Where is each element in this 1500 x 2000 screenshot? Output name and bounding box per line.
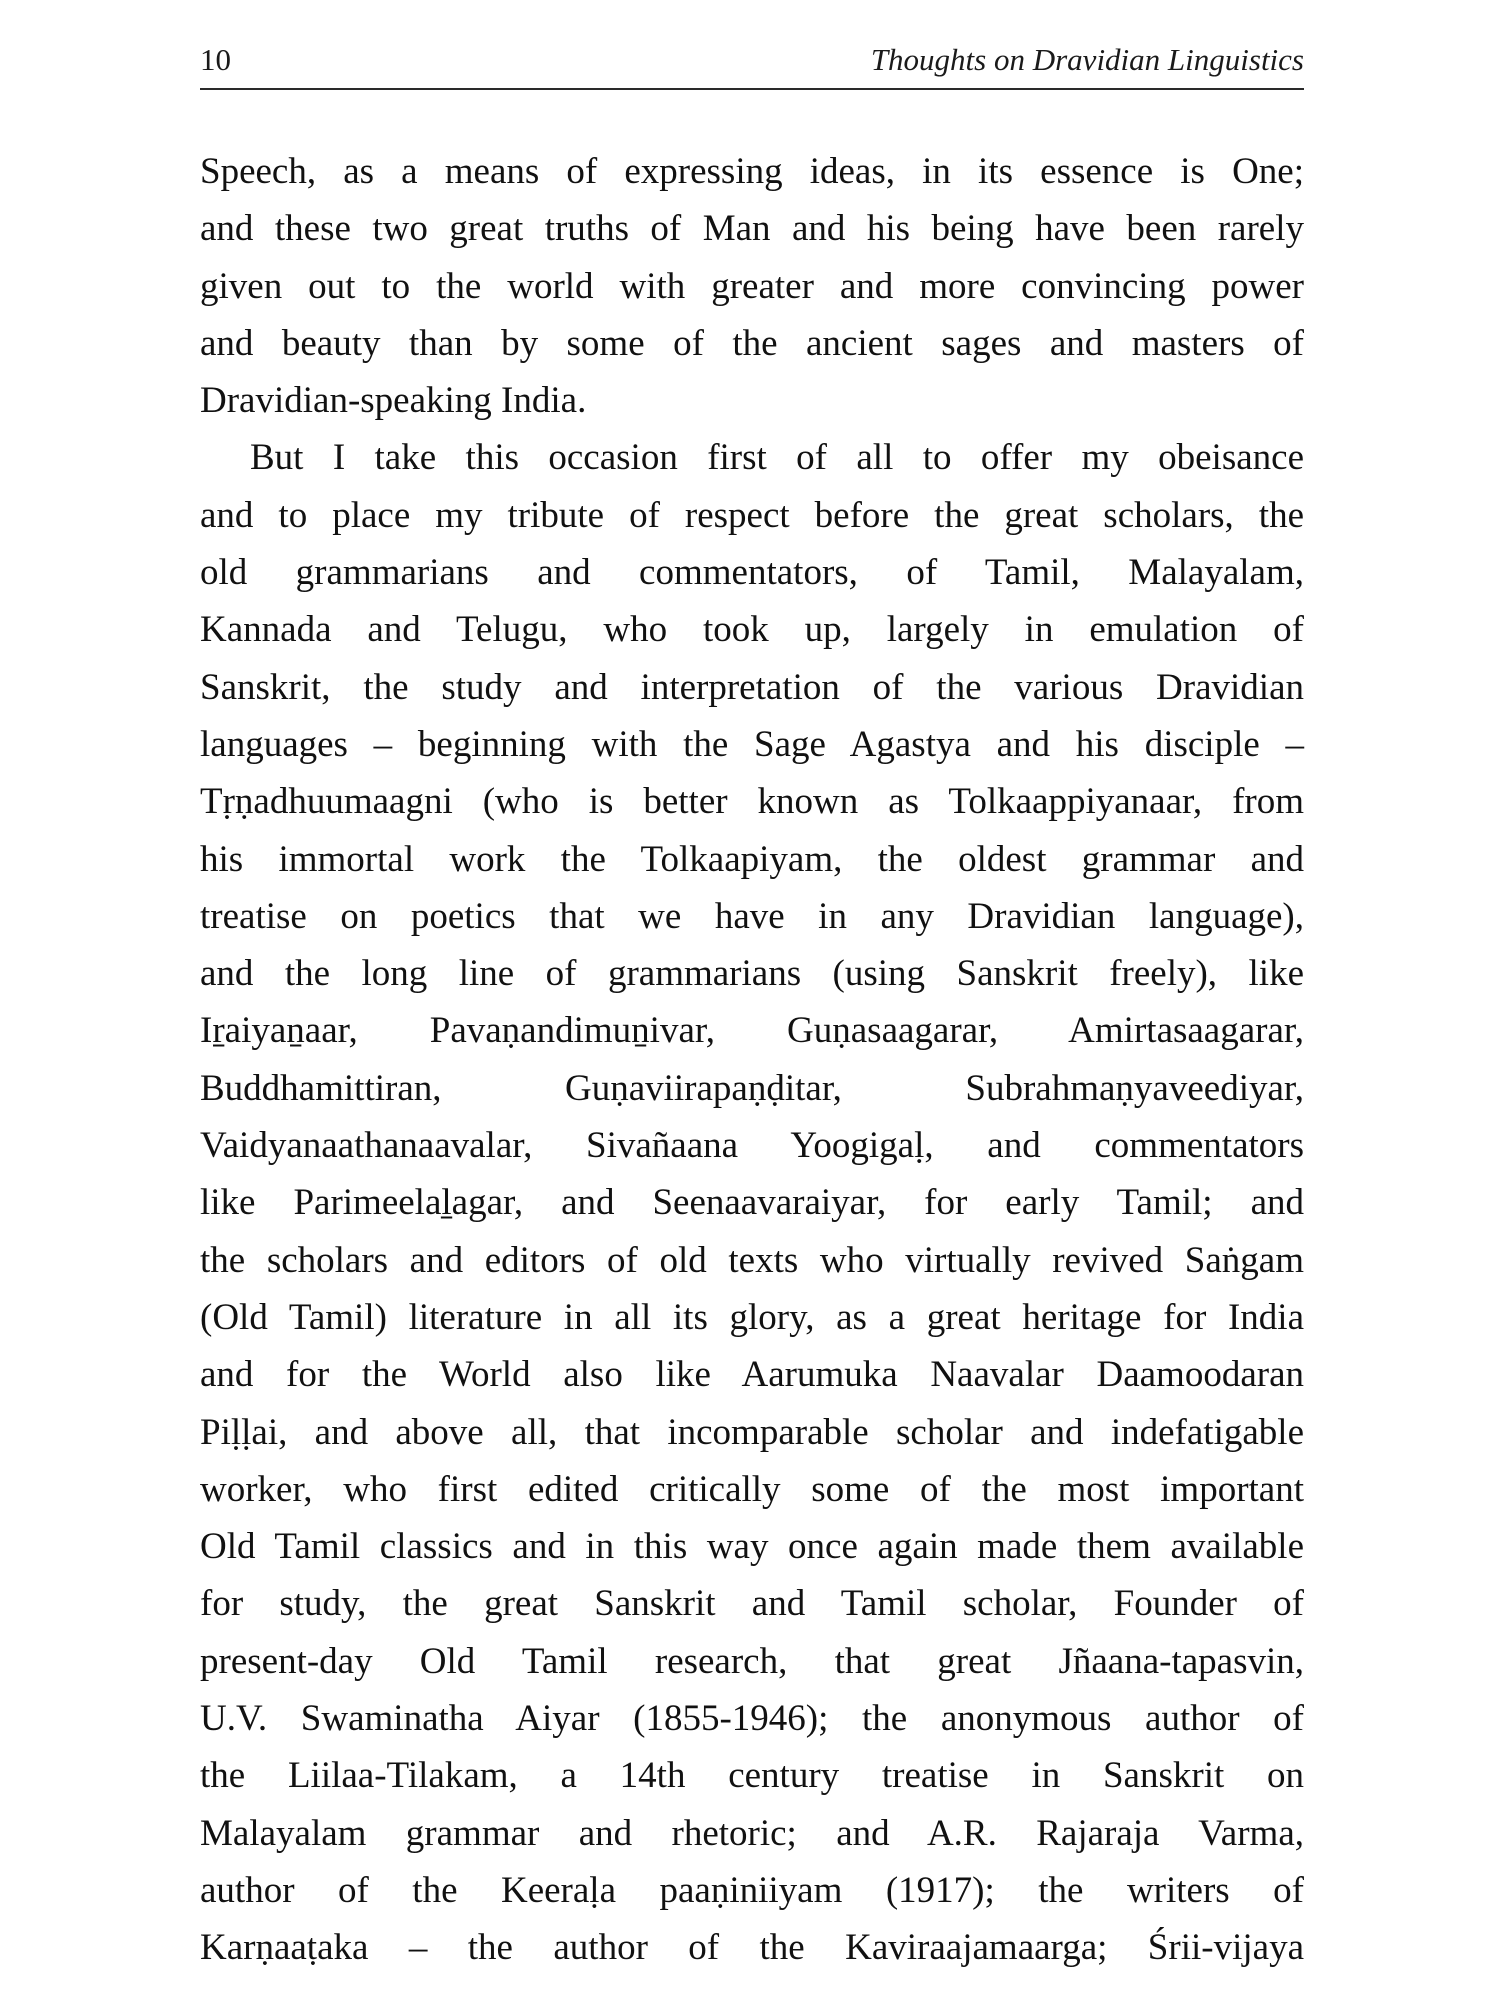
text-line: Sanskrit, the study and interpretation of the various Dravidian	[200, 666, 1304, 708]
text-line: Old Tamil classics and in this way once again made them available	[200, 1526, 1304, 1568]
text-line: Dravidian-speaking India.	[200, 380, 587, 422]
text-line: (Old Tamil) literature in all its glory, as a great heritage for India	[200, 1296, 1304, 1338]
text-line: and these two great truths of Man and his being have been rarely	[200, 208, 1304, 250]
text-line: Malayalam grammar and rhetoric; and A.R. Rajaraja Varma,	[200, 1812, 1304, 1854]
body-text	[200, 143, 1304, 1977]
text-line: author of the Keeraḷa paaṇiniiyam (1917); the writers of	[200, 1869, 1304, 1911]
text-line: Vaidyanaathanaavalar, Sivañaana Yoogigaḷ, and commentators	[200, 1125, 1304, 1167]
text-line: the scholars and editors of old texts who virtually revived Saṅgam	[200, 1239, 1304, 1281]
running-head	[200, 38, 1304, 90]
text-line: Kannada and Telugu, who took up, largely in emulation of	[200, 609, 1304, 651]
running-title: Thoughts on Dravidian Linguistics	[870, 42, 1304, 77]
paragraph	[200, 429, 1304, 1976]
text-line: Karṇaaṭaka – the author of the Kaviraajamaarga; Śrii-vijaya	[200, 1927, 1304, 1969]
text-line: and the long line of grammarians (using Sanskrit freely), like	[200, 953, 1304, 995]
text-line: Speech, as a means of expressing ideas, in its essence is One;	[200, 151, 1304, 192]
text-line: worker, who first edited critically some of the most important	[200, 1468, 1304, 1510]
text-line: for study, the great Sanskrit and Tamil scholar, Founder of	[200, 1583, 1304, 1625]
text-line: But I take this occasion first of all to offer my obeisance	[250, 437, 1304, 479]
text-line: like Parimeelaḻagar, and Seenaavaraiyar, for early Tamil; and	[200, 1182, 1304, 1224]
text-line: Iṟaiyaṉaar, Pavaṇandimuṉivar, Guṇasaagarar, Amirtasaagarar,	[200, 1010, 1304, 1052]
text-line: languages – beginning with the Sage Agastya and his disciple –	[200, 723, 1304, 765]
text-line: his immortal work the Tolkaapiyam, the oldest grammar and	[200, 838, 1304, 880]
text-line: given out to the world with greater and more convincing power	[200, 265, 1304, 307]
page-number: 10	[200, 42, 231, 77]
text-line: and to place my tribute of respect before the great scholars, the	[200, 494, 1304, 536]
text-line: U.V. Swaminatha Aiyar (1855-1946); the anonymous author of	[200, 1698, 1304, 1740]
text-line: Tṛṇadhuumaagni (who is better known as Tolkaappiyanaar, from	[200, 781, 1304, 823]
text-line: old grammarians and commentators, of Tamil, Malayalam,	[200, 552, 1304, 594]
text-line: Piḷḷai, and above all, that incomparable scholar and indefatigable	[200, 1411, 1304, 1453]
text-line: treatise on poetics that we have in any Dravidian language),	[200, 895, 1304, 937]
text-line: and for the World also like Aarumuka Naavalar Daamoodaran	[200, 1354, 1304, 1396]
text-line: Buddhamittiran, Guṇaviirapaṇḍitar, Subrahmaṇyaveediyar,	[200, 1067, 1304, 1109]
text-line: and beauty than by some of the ancient sages and masters of	[200, 322, 1304, 364]
text-line: present-day Old Tamil research, that great Jñaana-tapasvin,	[200, 1640, 1304, 1682]
paragraph	[200, 143, 1304, 429]
text-line: the Liilaa-Tilakam, a 14th century treatise in Sanskrit on	[200, 1755, 1304, 1797]
